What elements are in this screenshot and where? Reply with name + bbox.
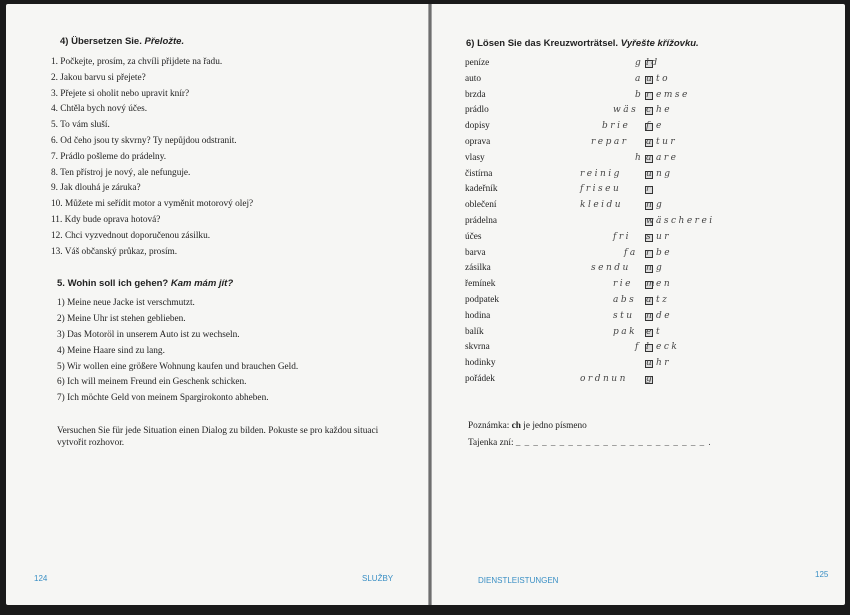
crossword-answer-key: ld [646, 58, 660, 68]
crossword-answer-before: abs [613, 295, 637, 305]
list-item: 2) Meine Uhr ist stehen geblieben. [57, 314, 186, 324]
crossword-solution: Tajenka zní: _ _ _ _ _ _ _ _ _ _ _ _ _ _ _ _ _ _ _ _ _ _ . [468, 437, 712, 448]
crossword-answer-after: g [656, 200, 665, 211]
page-number-right: 125 [815, 570, 829, 579]
crossword-answer-after: ur [656, 231, 672, 242]
list-item: 4) Meine Haare sind zu lang. [57, 346, 165, 356]
crossword-answer-before: h [635, 152, 644, 163]
crossword-word: peníze [465, 58, 490, 68]
crossword-answer-after: eck [656, 342, 680, 353]
crossword-word: pořádek [465, 374, 495, 384]
crossword-answer-after: tur [656, 137, 678, 147]
crossword-answer-before: sendu [591, 263, 631, 274]
crossword-answer-key: s [646, 231, 654, 242]
crossword-answer-before: ordnun [580, 374, 628, 384]
page-number-left: 124 [34, 574, 48, 583]
crossword-answer-before: kleidu [580, 200, 624, 211]
crossword-word: řemínek [465, 279, 496, 290]
solution-blanks[interactable]: _ _ _ _ _ _ _ _ _ _ _ _ _ _ _ _ _ _ _ _ _ _ . [515, 437, 712, 447]
crossword-word: skvrna [465, 342, 490, 353]
exercise-6-heading: 6) Lösen Sie das Kreuzworträtsel. Vyřešte křížovku. [466, 38, 699, 49]
list-item: 5) Wir wollen eine größere Wohnung kaufen und brauchen Geld. [57, 362, 299, 372]
crossword-answer-key: g [646, 374, 655, 384]
exercise-5-heading: 5. Wohin soll ich gehen? Kam mám jít? [57, 278, 234, 289]
list-item: 7. Prádlo pošleme do prádelny. [51, 152, 167, 162]
crossword-answer-key: c [646, 105, 654, 116]
crossword-answer-before: rie [613, 279, 634, 290]
crossword-answer-after: ng [656, 168, 673, 179]
crossword-answer-before: brie [602, 121, 631, 132]
crossword-word: hodinky [465, 358, 496, 369]
crossword-word: vlasy [465, 152, 485, 163]
crossword-answer-after: t [656, 326, 663, 337]
crossword-answer-after: are [656, 152, 679, 163]
crossword-answer-key: r [646, 184, 653, 195]
crossword-answer-after: emse [656, 89, 690, 100]
crossword-answer-key: a [646, 295, 654, 305]
crossword-answer-before: b [635, 89, 644, 100]
crossword-word: dopisy [465, 121, 490, 132]
crossword-answer-after: hr [656, 358, 672, 369]
crossword-word: podpatek [465, 295, 500, 305]
crossword-word: prádlo [465, 105, 489, 116]
list-item: 13. Váš občanský průkaz, prosím. [51, 247, 178, 257]
crossword-answer-before: g [635, 58, 644, 68]
crossword-answer-after: g [656, 263, 665, 274]
footer-left: SLUŽBY [362, 574, 394, 583]
crossword-answer-key: r [646, 247, 653, 258]
crossword-answer-before: wäs [613, 105, 639, 116]
crossword-answer-after: he [656, 105, 673, 116]
list-item: 7) Ich möchte Geld von meinem Spargirokonto abheben. [57, 393, 269, 403]
crossword-answer-key: u [646, 168, 655, 179]
list-item: 12. Chci vyzvednout doporučenou zásilku. [51, 231, 211, 241]
crossword-answer-key: e [646, 326, 654, 337]
crossword-answer-key: f [646, 121, 652, 132]
crossword-word: zásilka [465, 263, 491, 274]
crossword-answer-after: be [656, 247, 673, 258]
crossword-answer-key: n [646, 200, 655, 211]
crossword-answer-before: friseu [580, 184, 622, 195]
list-item: 1) Meine neue Jacke ist verschmutzt. [57, 298, 195, 308]
crossword-answer-before: pak [613, 326, 638, 337]
crossword-answer-before: stu [613, 310, 635, 321]
crossword-answer-key: n [646, 263, 655, 274]
crossword-note: Poznámka: ch je jedno písmeno [468, 421, 587, 431]
crossword-answer-key: r [646, 89, 653, 100]
list-item: 2. Jakou barvu si přejete? [51, 73, 146, 83]
crossword-answer-key: u [646, 358, 655, 369]
list-item: 5. To vám sluší. [51, 120, 110, 130]
crossword-word: čistírna [465, 168, 493, 179]
crossword-answer-before: reinig [580, 168, 622, 179]
crossword-word: kadeřník [465, 184, 498, 195]
crossword-answer-after: de [656, 310, 673, 321]
crossword-word: prádelna [465, 216, 498, 226]
crossword-answer-key: l [646, 342, 652, 353]
crossword-answer-before: repar [591, 137, 629, 147]
list-item: 1. Počkejte, prosím, za chvíli přijdete na řadu. [51, 57, 223, 67]
exercise-5-instruction: Versuchen Sie für jede Situation einen Dialog zu bilden. Pokuste se pro každou situaci vytvořit rozhovor. [57, 426, 379, 448]
list-item: 6) Ich will meinem Freund ein Geschenk schicken. [57, 377, 247, 387]
crossword-word: brzda [465, 89, 486, 100]
crossword-answer-key: a [646, 152, 654, 163]
crossword-answer-key: u [646, 73, 655, 84]
list-item: 3) Das Motoröl in unserem Auto ist zu wechseln. [57, 330, 240, 340]
crossword-word: oprava [465, 137, 491, 147]
crossword-answer-after: to [656, 73, 671, 84]
list-item: 4. Chtěla bych nový účes. [51, 104, 148, 114]
crossword-answer-key: w [646, 216, 657, 226]
list-item: 11. Kdy bude oprava hotová? [51, 215, 161, 225]
list-item: 3. Přejete si oholit nebo upravit knír? [51, 89, 190, 99]
crossword-answer-before: f [635, 342, 641, 353]
crossword-word: účes [465, 231, 482, 242]
list-item: 9. Jak dlouhá je záruka? [51, 183, 141, 193]
crossword-answer-key: m [646, 279, 658, 290]
crossword-answer-after: e [656, 121, 664, 132]
exercise-4-heading: 4) Übersetzen Sie. Přeložte. [60, 36, 185, 47]
crossword-answer-before: a [635, 73, 643, 84]
crossword-answer-key: n [646, 310, 655, 321]
crossword-word: auto [465, 73, 482, 84]
crossword-word: hodina [465, 310, 491, 321]
crossword-answer-key: a [646, 137, 654, 147]
crossword-word: oblečení [465, 200, 497, 211]
footer-right: DIENSTLEISTUNGEN [478, 576, 559, 585]
crossword-answer-before: fri [613, 231, 632, 242]
crossword-answer-after: en [656, 279, 673, 290]
list-item: 6. Od čeho jsou ty skvrny? Ty nepůjdou odstranit. [51, 136, 237, 146]
list-item: 8. Ten přístroj je nový, ale nefunguje. [51, 168, 191, 178]
crossword-answer-before: fa [624, 247, 638, 258]
crossword-answer-after: äscherei [656, 216, 715, 226]
crossword-word: balík [465, 326, 484, 337]
crossword-answer-after: tz [656, 295, 670, 305]
crossword-word: barva [465, 247, 486, 258]
list-item: 10. Můžete mi seřídit motor a vyměnit motorový olej? [51, 199, 254, 209]
